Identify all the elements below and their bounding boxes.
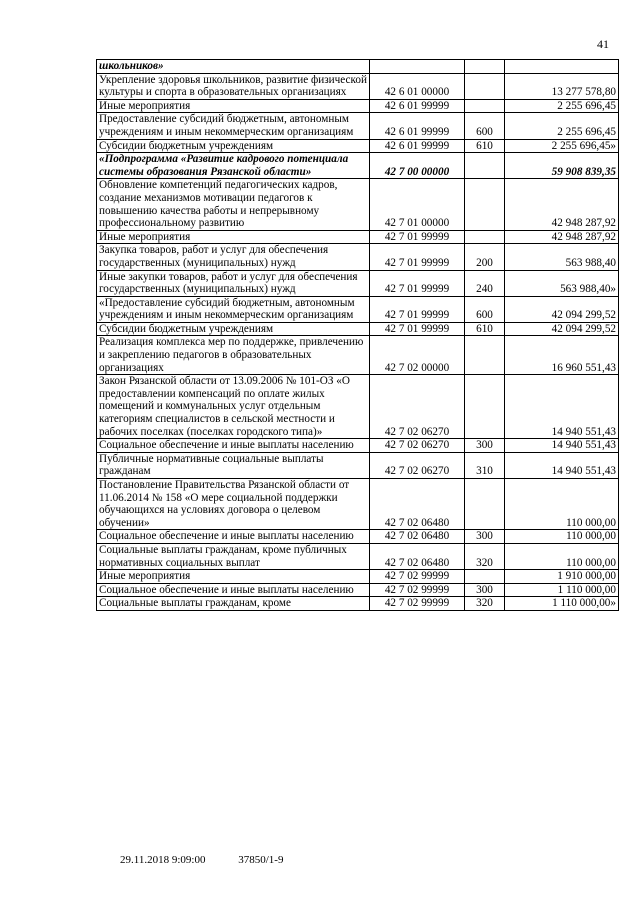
row-kind-cell: 600 [465, 113, 505, 139]
row-code-cell: 42 7 01 99999 [370, 270, 465, 296]
row-code-cell: 42 7 02 99999 [370, 583, 465, 597]
row-sum-cell: 14 940 551,43 [505, 452, 619, 478]
table-row [97, 153, 619, 179]
row-sum-cell: 2 255 696,45» [505, 139, 619, 153]
row-code-cell: 42 7 02 06270 [370, 452, 465, 478]
row-code-cell [370, 60, 465, 74]
row-name-cell: Закон Рязанской области от 13.09.2006 № 101-ОЗ «О предоставлении компенсаций по оплате жилых помещений и коммунальных услуг отдельным категориям специалистов в сельской местности и рабочих поселках (поселках городского типа)» [97, 375, 370, 439]
row-name-cell: Публичные нормативные социальные выплаты гражданам [97, 452, 370, 478]
table-row [97, 452, 619, 478]
table-row [97, 139, 619, 153]
row-code-cell: 42 6 01 99999 [370, 99, 465, 113]
row-name-cell: Иные закупки товаров, работ и услуг для обеспечения государственных (муниципальных) нужд [97, 270, 370, 296]
row-kind-cell: 610 [465, 322, 505, 336]
row-name-cell: «Подпрограмма «Развитие кадрового потенциала системы образования Рязанской области» [97, 153, 370, 179]
row-name-cell: школьников» [97, 60, 370, 74]
page-number: 41 [597, 37, 609, 51]
row-kind-cell: 300 [465, 530, 505, 544]
row-sum-cell: 563 988,40 [505, 244, 619, 270]
budget-table-body [97, 60, 619, 611]
budget-table [96, 59, 619, 611]
row-name-cell: Укрепление здоровья школьников, развитие физической культуры и спорта в образовательных организациях [97, 73, 370, 99]
row-code-cell: 42 7 02 06480 [370, 530, 465, 544]
table-row [97, 244, 619, 270]
row-sum-cell: 563 988,40» [505, 270, 619, 296]
table-row [97, 336, 619, 375]
row-sum-cell: 16 960 551,43 [505, 336, 619, 375]
table-row [97, 230, 619, 244]
row-name-cell: Субсидии бюджетным учреждениям [97, 322, 370, 336]
table-row [97, 597, 619, 611]
row-code-cell: 42 7 02 99999 [370, 570, 465, 584]
row-sum-cell: 1 110 000,00 [505, 583, 619, 597]
row-sum-cell: 14 940 551,43 [505, 439, 619, 453]
footer-datetime: 29.11.2018 9:09:00 [120, 854, 206, 866]
row-sum-cell: 42 094 299,52 [505, 322, 619, 336]
row-sum-cell: 110 000,00 [505, 530, 619, 544]
table-row [97, 179, 619, 230]
row-kind-cell [465, 99, 505, 113]
table-row [97, 270, 619, 296]
table-row [97, 570, 619, 584]
row-kind-cell [465, 230, 505, 244]
row-kind-cell: 320 [465, 543, 505, 569]
row-name-cell: Социальное обеспечение и иные выплаты населению [97, 530, 370, 544]
row-kind-cell [465, 570, 505, 584]
row-kind-cell: 610 [465, 139, 505, 153]
row-code-cell: 42 7 02 06480 [370, 543, 465, 569]
row-sum-cell: 1 110 000,00» [505, 597, 619, 611]
row-kind-cell: 200 [465, 244, 505, 270]
row-sum-cell: 42 948 287,92 [505, 179, 619, 230]
row-code-cell: 42 6 01 99999 [370, 139, 465, 153]
table-row [97, 375, 619, 439]
row-name-cell: Социальное обеспечение и иные выплаты населению [97, 439, 370, 453]
row-name-cell: Социальные выплаты гражданам, кроме [97, 597, 370, 611]
row-kind-cell [465, 336, 505, 375]
footer [120, 854, 313, 866]
table-row [97, 583, 619, 597]
row-kind-cell: 300 [465, 439, 505, 453]
row-kind-cell: 310 [465, 452, 505, 478]
row-code-cell: 42 7 02 06270 [370, 439, 465, 453]
table-row [97, 296, 619, 322]
row-name-cell: Обновление компетенций педагогических кадров, создание механизмов мотивации педагогов к повышению качества работы и непрерывному профессиональному развитию [97, 179, 370, 230]
row-name-cell: Социальное обеспечение и иные выплаты населению [97, 583, 370, 597]
row-kind-cell: 600 [465, 296, 505, 322]
row-sum-cell: 42 948 287,92 [505, 230, 619, 244]
row-name-cell: «Предоставление субсидий бюджетным, автономным учреждениям и иным некоммерческим организациям [97, 296, 370, 322]
table-row [97, 99, 619, 113]
row-sum-cell [505, 60, 619, 74]
row-sum-cell: 1 910 000,00 [505, 570, 619, 584]
row-name-cell: Реализация комплекса мер по поддержке, привлечению и закреплению педагогов в образовательных организациях [97, 336, 370, 375]
row-code-cell: 42 7 02 99999 [370, 597, 465, 611]
table-row [97, 543, 619, 569]
row-sum-cell: 59 908 839,35 [505, 153, 619, 179]
row-kind-cell [465, 179, 505, 230]
table-row [97, 113, 619, 139]
row-kind-cell [465, 73, 505, 99]
row-name-cell: Закупка товаров, работ и услуг для обеспечения государственных (муниципальных) нужд [97, 244, 370, 270]
table-row [97, 439, 619, 453]
row-kind-cell: 320 [465, 597, 505, 611]
table-row [97, 60, 619, 74]
row-code-cell: 42 7 00 00000 [370, 153, 465, 179]
row-code-cell: 42 7 02 06270 [370, 375, 465, 439]
row-sum-cell: 14 940 551,43 [505, 375, 619, 439]
row-code-cell: 42 7 01 99999 [370, 296, 465, 322]
row-name-cell: Постановление Правительства Рязанской области от 11.06.2014 № 158 «О мере социальной поддержки обучающихся на условиях договора о целевом обучении» [97, 479, 370, 530]
table-row [97, 73, 619, 99]
row-sum-cell: 42 094 299,52 [505, 296, 619, 322]
row-kind-cell [465, 479, 505, 530]
row-name-cell: Иные мероприятия [97, 230, 370, 244]
row-kind-cell: 300 [465, 583, 505, 597]
row-code-cell: 42 7 02 00000 [370, 336, 465, 375]
row-name-cell: Субсидии бюджетным учреждениям [97, 139, 370, 153]
table-row [97, 530, 619, 544]
row-sum-cell: 110 000,00 [505, 479, 619, 530]
row-kind-cell: 240 [465, 270, 505, 296]
row-code-cell: 42 7 01 99999 [370, 230, 465, 244]
row-kind-cell [465, 375, 505, 439]
footer-doc-id: 37850/1-9 [238, 854, 284, 866]
row-code-cell: 42 7 01 99999 [370, 244, 465, 270]
row-name-cell: Предоставление субсидий бюджетным, автономным учреждениям и иным некоммерческим организациям [97, 113, 370, 139]
row-code-cell: 42 7 01 99999 [370, 322, 465, 336]
row-code-cell: 42 6 01 00000 [370, 73, 465, 99]
row-code-cell: 42 6 01 99999 [370, 113, 465, 139]
row-sum-cell: 2 255 696,45 [505, 113, 619, 139]
table-row [97, 479, 619, 530]
row-sum-cell: 110 000,00 [505, 543, 619, 569]
row-name-cell: Иные мероприятия [97, 99, 370, 113]
table-row [97, 322, 619, 336]
row-name-cell: Иные мероприятия [97, 570, 370, 584]
row-sum-cell: 2 255 696,45 [505, 99, 619, 113]
row-name-cell: Социальные выплаты гражданам, кроме публичных нормативных социальных выплат [97, 543, 370, 569]
row-sum-cell: 13 277 578,80 [505, 73, 619, 99]
row-kind-cell [465, 153, 505, 179]
row-code-cell: 42 7 02 06480 [370, 479, 465, 530]
row-kind-cell [465, 60, 505, 74]
row-code-cell: 42 7 01 00000 [370, 179, 465, 230]
